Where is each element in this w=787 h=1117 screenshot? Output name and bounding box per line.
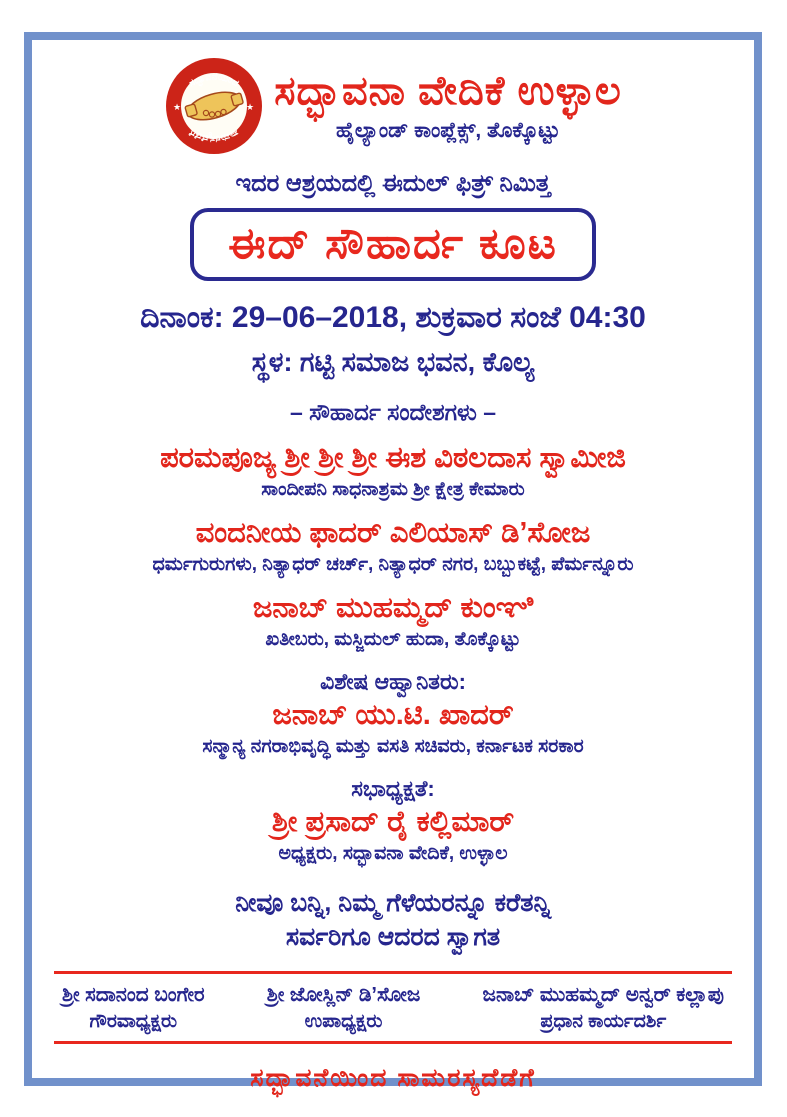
office-bearer xyxy=(483,984,724,1033)
speaker-title: ಖತೀಬರು, ಮಸ್ಜಿದುಲ್ ಹುದಾ, ತೊಕ್ಕೊಟ್ಟು xyxy=(265,629,521,650)
bearer-title: ಉಪಾಧ್ಯಕ್ಷರು xyxy=(304,1010,383,1032)
speaker-name: ಪರಮಪೂಜ್ಯ ಶ್ರೀ ಶ್ರೀ ಶ್ರೀ ಈಶ ವಿಠಲದಾಸ ಸ್ವಾಮೀಜಿ xyxy=(160,442,626,474)
organization-name: ಸದ್ಭಾವನಾ ವೇದಿಕೆ ಉಳ್ಳಾಲ xyxy=(274,69,622,113)
logo-star-right: ★ xyxy=(246,102,255,112)
welcome-line-2: ಸರ್ವರಿಗೂ ಆದರದ ಸ್ವಾಗತ xyxy=(285,922,501,951)
bearer-title: ಪ್ರಧಾನ ಕಾರ್ಯದರ್ಶಿ xyxy=(540,1010,667,1032)
special-guest-title: ಸನ್ಮಾನ್ಯ ನಗರಾಭಿವೃದ್ಧಿ ಮತ್ತು ವಸತಿ ಸಚಿವರು, ಕರ್ನಾಟಕ ಸರಕಾರ xyxy=(202,736,584,757)
bearer-name: ಶ್ರೀ ಸದಾನಂದ ಬಂಗೇರ xyxy=(62,983,205,1006)
logo-star-left: ★ xyxy=(173,102,182,112)
special-guest-name: ಜನಾಬ್ ಯು.ಟಿ. ಖಾದರ್ xyxy=(272,699,514,731)
divider-bottom xyxy=(54,1041,732,1044)
occasion-intro: ಇದರ ಆಶ್ರಯದಲ್ಲಿ ಈದುಲ್ ಫಿತ್ರ್ ನಿಮಿತ್ತ xyxy=(235,170,551,197)
bearer-name: ಶ್ರೀ ಜೋಸ್ಲಿನ್ ಡಿ’ಸೋಜ xyxy=(266,983,421,1006)
organization-address: ಹೈಲ್ಯಾಂಡ್ ಕಾಂಪ್ಲೆಕ್ಸ್, ತೊಕ್ಕೊಟ್ಟು xyxy=(335,119,561,142)
bearer-name: ಜನಾಬ್ ಮುಹಮ್ಮದ್ ಅನ್ವರ್ ಕಲ್ಲಾಪು xyxy=(482,983,724,1006)
presiding-heading: ಸಭಾಧ್ಯಕ್ಷತೆ: xyxy=(351,776,435,801)
org-title-block xyxy=(274,69,622,143)
messages-heading: – ಸೌಹಾರ್ದ ಸಂದೇಶಗಳು – xyxy=(289,399,496,425)
welcome-note xyxy=(32,887,754,955)
event-title-box xyxy=(190,208,596,281)
speaker-name: ವಂದನೀಯ ಫಾದರ್ ಎಲಿಯಾಸ್ ಡಿ’ಸೋಜ xyxy=(195,517,591,549)
speaker-entry xyxy=(32,592,754,651)
footer-tagline: ಸದ್ಭಾವನೆಯಿಂದ ಸಾಮರಸ್ಯದೆಡೆಗೆ xyxy=(250,1063,536,1092)
header xyxy=(32,56,754,156)
event-datetime: ದಿನಾಂಕ: 29–06–2018, ಶುಕ್ರವಾರ ಸಂಜೆ 04:30 xyxy=(140,301,646,334)
speaker-title: ಧರ್ಮಗುರುಗಳು, ನಿತ್ಯಾಧರ್ ಚರ್ಚ್, ನಿತ್ಯಾಧರ್ ನಗರ, ಬಬ್ಬುಕಟ್ಟೆ, ಪೆರ್ಮನ್ನೂರು xyxy=(152,554,634,575)
logo-ring-top-text: ಸದ್ಭಾವನೆಯಿಂದ xyxy=(187,71,241,90)
presiding-name: ಶ್ರೀ ಪ್ರಸಾದ್ ರೈ ಕಲ್ಲಿಮಾರ್ xyxy=(271,806,515,838)
poster-border-frame xyxy=(24,32,762,1092)
bearer-title: ಗೌರವಾಧ್ಯಕ್ಷರು xyxy=(89,1010,178,1032)
organization-logo xyxy=(164,56,264,156)
speaker-entry xyxy=(32,517,754,576)
special-guest-heading: ವಿಶೇಷ ಆಹ್ವಾನಿತರು: xyxy=(320,669,466,694)
speaker-entry xyxy=(32,442,754,501)
office-bearer xyxy=(267,984,421,1033)
presiding-title: ಅಧ್ಯಕ್ಷರು, ಸದ್ಭಾವನಾ ವೇದಿಕೆ, ಉಳ್ಳಾಲ xyxy=(278,843,508,864)
poster-content xyxy=(32,56,754,1094)
office-bearer xyxy=(62,984,205,1033)
event-venue: ಸ್ಥಳ: ಗಟ್ಟಿ ಸಮಾಜ ಭವನ, ಕೊಲ್ಯ xyxy=(251,347,535,377)
event-title: ಈದ್ ಸೌಹಾರ್ದ ಕೂಟ xyxy=(228,220,558,268)
welcome-line-1: ನೀವೂ ಬನ್ನಿ, ನಿಮ್ಮ ಗೆಳೆಯರನ್ನೂ ಕರೆತನ್ನಿ xyxy=(235,889,551,917)
logo-ring-bottom-text: ಸಾಮರಸ್ಯದೆಡೆಗೆ xyxy=(187,126,241,145)
speaker-name: ಜನಾಬ್ ಮುಹಮ್ಮದ್ ಕುಂಞಿ xyxy=(252,592,534,624)
speaker-title: ಸಾಂದೀಪನಿ ಸಾಧನಾಶ್ರಮ ಶ್ರೀ ಕ್ಷೇತ್ರ ಕೇಮಾರು xyxy=(261,479,525,500)
office-bearers xyxy=(32,974,754,1039)
